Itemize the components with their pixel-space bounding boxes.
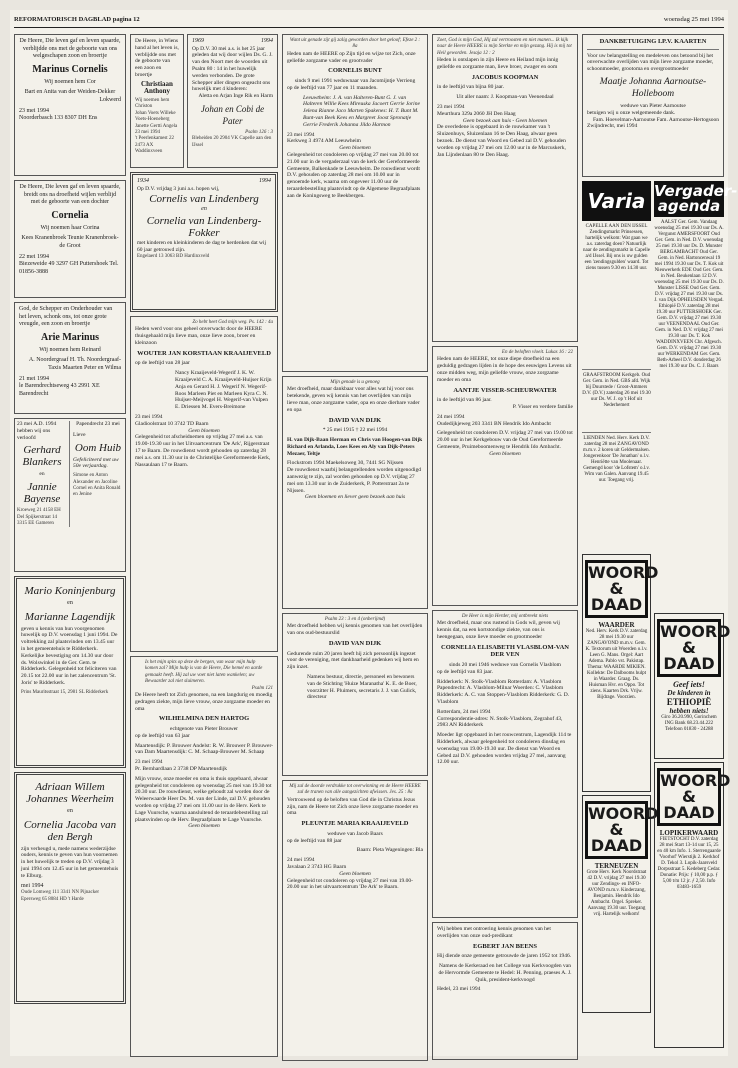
birthday-lieve: Lieve — [73, 431, 86, 438]
column-3 — [282, 34, 428, 1039]
birthday-name: Oom Huib — [74, 441, 122, 454]
obituary-family: Ridderkerk: N. Stolk-Vlasblom Rotterdam: A. Vlasblom Papendrecht: A. Vlasblom-Milnar Woerden: C. Vlasblom Ridderkerk: A. C. van Stoppen-Vlasblom Ridderkerk: G. D. Vlasblom — [437, 678, 570, 705]
wedding-name-2: Marianne Lagendijk — [24, 610, 116, 623]
obituary-address: Correspondentie-adres: N. Stolk-Vlasblom, Zegrahof 43, 2983 AN Ridderkerk — [437, 715, 563, 729]
birth-name: Marinus Cornelis — [32, 63, 108, 75]
header-rule — [14, 27, 724, 28]
obituary-flowers: Geen bloemen — [339, 145, 371, 152]
anniversary-names: Johan en Cobi de Pater — [200, 103, 265, 126]
obituary-name: DAVID VAN DIJK — [328, 416, 382, 424]
anniversary-year-start: 1969 — [192, 38, 204, 44]
obituary-signatures: P. Visser en verdere familie — [512, 403, 573, 410]
birth-notice-christiaan — [130, 34, 184, 168]
anniversary-year-start: 1934 — [137, 178, 149, 184]
woord-daad-logo-line-2: & DAAD — [590, 579, 643, 614]
engagement-name-1: Gerhard Blankers — [22, 444, 62, 469]
ad-text: Grote Herv. Kerk Noordstraat 42 D.V. vrijdag 27 mei 19.30 uur Zendings- en INFO-AVOND m.m.v. Kinderzang, Benjamin. Hendrik Ido Ambacht. Orgel. Spreker. Aanvang 19.30 uur. Toegang vrij. Hartelijk welkom! — [586, 870, 647, 917]
ad-title: LOPIKERWAARD — [659, 829, 719, 837]
obituary-age: op de leeftijd van 83 jaar. — [437, 668, 493, 675]
obituary-date: 24 mei 1994 — [437, 413, 465, 420]
birth-parents: Johan Voets Willeke Voets-Hoeneberg Janette Gertti Angela — [135, 110, 178, 129]
wedding-date: mei 1994 — [21, 882, 44, 889]
thanks-name: Maatje Johanna Aarnoutse-Holleboom — [599, 76, 707, 99]
obituary-name: CORNELIS BUNT — [328, 67, 382, 75]
birth-notice-cornelia — [14, 180, 126, 298]
obituary-name: PLEUNTJE MARIA KRAAIJEVELD — [301, 820, 409, 828]
obituary-text: De overledene is opgebaard in de rouwkamer van 't Sluizenhuys, Sluizenlaan 16 te Den Haag, alwaar geen bezoek. De dienst van Woord en Gebed zal D.V. gehouden worden op vrijdag 27 mei om 12.00 uur in de Marcuskerk, Jan Lijndenlaan 80 te Den Haag. — [437, 124, 566, 158]
birth-intro: God, de Schepper en Onderhouder van het leven, schonk ons, tot onze grote vreugde, een zoon en broertje — [19, 306, 113, 328]
obituary-bunt — [282, 34, 428, 372]
obituary-quote: Zoet, God is mijn God, Hij zal vertroosten en niet manen... Ik kijk naar de Heere HEERE is mijn Sterkte en mijn gezang. Hij is mij tot Heil geworden. Jesaja 12 : 2 — [437, 38, 572, 56]
anniversary-name-2: Cornelia van Lindenberg-Fokker — [146, 214, 262, 239]
woord-daad-logo-line-1: WOORD — [660, 771, 731, 790]
obituary-quote: Psalm 23 : 3 en 4 (onberijmd) — [324, 617, 386, 622]
anniversary-text: Op D.V. 30 mei a.s. is het 25 jaar geleden dat wij door wijlen Ds. G. J. van den Noort met de woorden uit Psalm 80 : 14 in het huwelijk werden verbonden. De grote Schepper aller dingen ongeacht ons huwelijk met 4 kinderen: — [192, 45, 273, 93]
obituary-address: Kerkweg 3 4974 AM Leeuwheim — [287, 138, 361, 145]
wedding-notice-adriaan — [14, 772, 126, 1004]
ad-text: FIETSTOCHT D.V. zaterdag 28 mei Start 13-14 uur 15, 25 en 40 km Info. 1. Sterrengaarde 'Voorhof' Wierstijk 2. Kerkhof D. Tekol 3. Lopik-Jaarsveld Dorpsstraat 5. Kedeberg Cedar. Donatie: Prijs: ƒ 10,00 p.p. ƒ 5,00 t/m 12 jr. ƒ 2,50. Info 03483-1659 — [657, 837, 721, 890]
ad-line-2: De kinderen in — [667, 689, 711, 697]
ad-line-1: Geef iets! — [673, 680, 705, 689]
obituary-intro: Met droefheid hebben wij kennis genomen van het overlijden van ons oud-bestuurslid — [287, 623, 423, 637]
birth-intro: De Heere, Die leven gaf en leven spaarde, breidt ons na droefheid wijlen verblijd met de geboorte van een dochter — [19, 184, 121, 206]
obituary-van-dijk-board — [282, 613, 428, 776]
obituary-date: Rotterdam, 24 mei 1994 — [437, 708, 491, 715]
obituary-date: 23 mei 1994 — [135, 759, 163, 766]
obituary-address: Flockstrom 1994 Maekelsoweg 30, 7441 SG Nijssen — [287, 460, 404, 467]
birthday-title: Papendrecht 23 mei — [76, 421, 120, 427]
obituary-family: Nancy Kraaijeveld-Wegerif J. K. W. Kraaijeveld C. A. Kraaijeveld-Huijser Krijn Anja en Gerard H. J. Wegerif N. Wegerif-Roos Marleen Piet en Marleen Kyra C. N. Huijser-Meijvogel H. Wegerif-van Vulpen E. Driessen M. Evers-Breimone — [175, 370, 272, 411]
woord-daad-logo-line-1: WOORD — [660, 622, 731, 641]
engagement-en: en — [39, 471, 45, 478]
ad-giro: Giro 36.20.990, Gorinchem ING Bank 68.23.44.222 Telefoon 01830 - 24288 — [661, 715, 717, 732]
ad-title: WAARDER — [598, 621, 635, 629]
obituary-age: op de leeftijd van 28 jaar — [135, 360, 190, 367]
obituary-koopman — [432, 34, 578, 342]
birth-intro: De Heere, in Wiens hand al het leven is, verblijdde ons met de geboorte van een zoon en broertje — [135, 38, 179, 78]
woord-daad-logo-line-2: & DAAD — [663, 787, 715, 822]
birth-address: Biezeweide 49 3297 GH Puttershoek Tel. 01856-3888 — [19, 261, 119, 275]
obituary-date: 24 mei 1994 — [287, 857, 315, 864]
obituary-family: Maartensdijk: P. Brouwer Andelst: R. W. Brouwer P. Brouwer-van Dam Maartensdijk: C. M. Schaap-Brouwer M. Schaap — [135, 742, 273, 756]
obituary-name: WILHELMINA DEN HARTOG — [158, 715, 250, 723]
obituary-sub: echtgenote van Pieter Brouwer — [170, 726, 238, 733]
anniversary-notice-de-pater — [187, 34, 278, 168]
birth-name: Christiaan Anthony — [141, 79, 173, 96]
notice-intro: Wij hebben met ontroering kennis genomen van het overlijden van onze oud-predikant — [437, 926, 551, 939]
obituary-text: Gedurende ruim 20 jaren heeft hij zich persoonlijk ingezet voor de vereniging, met dankbaarheid gedenken wij hem en zijn inzet. — [287, 650, 419, 671]
thanks-place: Zwijndrecht, mei 1994 — [587, 123, 638, 130]
birth-nickname: Wij noemen hem Christon — [135, 97, 170, 110]
woord-daad-logo-line-1: WOORD — [588, 804, 659, 823]
birth-notice-marinus — [14, 34, 126, 176]
column-1 — [14, 34, 126, 1039]
obituary-flowers: Geen bloemen — [188, 823, 220, 830]
anniversary-children: Aletta en Arjan Inge Rik en Harm — [198, 93, 273, 100]
thanks-line: betuigen wij u onze welgemeende dank. — [587, 109, 676, 116]
obituary-intro: De Heere heeft tot Zich genomen, na een langdurig en moedig gedragen ziekte, mijn lieve vrouw, onze zorgzame moeder en oma — [135, 692, 273, 712]
obituary-name: WOUTER JAN KORSTIAAN KRAAIJEVELD — [137, 349, 271, 357]
varia-logo: Varia — [582, 181, 651, 221]
obituary-flowers: Geen bloemen — [188, 427, 220, 434]
obituary-den-hartog — [130, 656, 278, 1057]
birth-address: 't Peerlenkamest 22 2473 AX Waddinxveen — [135, 136, 174, 155]
obituary-baars — [282, 780, 428, 1061]
ad-line-3: ETHIOPIË — [666, 697, 712, 707]
wedding-notice-mario — [14, 576, 126, 768]
obituary-age: op de leeftijd van 88 jaar — [287, 837, 342, 844]
obituary-flowers: Geen bloemen en liever geen bezoek aan huis — [304, 494, 406, 501]
obituary-address: Gladioolstraat 10 3742 TD Baarn — [135, 420, 209, 427]
obituary-text: Moeder ligt opgebaard in het rouwcentrum, Lagendijk 114 te Ridderkerk, alwaar gelegenheid tot condoleren dinsdag en woensdag van 19.00-19.30 uur. De dienst van Woord en Gebed zal D.V. gehouden worden vrijdag 27 mei, aanvang 12.00 uur. — [437, 732, 572, 766]
vergader-agenda-column — [654, 181, 738, 1043]
wedding-text: zijn verheugd u, mede namens wederzijdse ouders, kennis te geven van hun voornemen in het huwelijk te treden op D.V. vrijdag 3 juni 1994 om 12.45 uur in het gemeentehuis te Elburg. — [21, 845, 119, 879]
obituary-intro: Heden is ontslapen in zijn Heere en Heiland mijn innig geliefde en zorgzame man, lieve broer, zwager en oom — [437, 57, 559, 71]
woord-daad-ad-waarder — [582, 554, 659, 792]
column-4 — [432, 34, 578, 1039]
woord-daad-logo-line-1: WOORD — [588, 563, 659, 582]
engagement-name-2: Jannie Bayense — [23, 481, 61, 506]
thank-you-notice — [582, 34, 724, 177]
obituary-intro: Heden werd voor ons geheel onverwacht door de HEERE thuisgehaald mijn lieve man, onze lieve zoon, broer en kleinzoon — [135, 326, 263, 346]
thanks-text: Voor uw belangstelling en medeleven ons betoond bij het onverwachte overlijden van mijn lieve zorgzame moeder, schoonmoeder, grootoma en overgrootmoeder — [587, 52, 714, 73]
wedding-text: geven u kennis van hun voorgenomen huwelijk op D.V. woensdag 1 juni 1994. De voltrekking zal plaatsvinden om 13.45 uur in het gemeentehuis te Ridderkerk. Kerkelijke bevestiging om 14.30 uur door ds. Wolswinkel in de Ger. Gem. te Ridderkerk. Gelegenheid tot feliciteren van 20.15 tot 22.00 uur in het zalencentrum 'St. Joris' te Ridderkerk. — [21, 625, 118, 686]
obituary-flowers: Geen bloemen — [489, 450, 521, 457]
anniversary-intro: Op D.V. vrijdag 3 juni a.s. hopen wij, — [137, 185, 220, 192]
obituary-address: Oudedijkjeweg 203 3341 BN Hendrik Ido Ambacht — [437, 420, 551, 427]
birth-parents: Kees Kranenbroek Teunie Kranenbroek-de Groot — [21, 235, 119, 249]
obituary-poem-ref: Psalm 121 — [251, 685, 273, 691]
varia-item-capelle: CAPELLE AAN DEN IJSSEL Zendingsmarkt Prinsessen, hartelijk welkom: Wat gaan we a.s. zaterdag doen? Natuurlijk naar de zendingsmarkt in Capelle a/d IJssel. Bij ons is uw gulden een 'zendingsgulden' waard. Tot ziens tussen 9.30 en 14.30 uur. — [583, 224, 650, 271]
birth-date: 22 mei 1994 — [19, 253, 49, 260]
agenda-listings: AALST Ger. Gem. Vandaag woensdag 25 mei 19.30 uur Ds. A. Vergunst AMERSFOORT Oud Ger. Gem. in Ned. D.V. woensdag 25 mei 19.30 uur Ds. D. Munster BERGAMBACHT Oud Ger. Gem. in Ned. Hartoncenwal 19 mei 1994 19.30 uur Ds. T. Kok uit Nieuwerkerk EDE Oud Ger. Gem. in Ned. Beukenlaan 12 D.V. woensdag 25 mei 19.30 uur Ds. D. Munster LISSE Oud Ger. Gem. D.V. vrijdag 27 mei 19.30 uur Ds. J. van Dijk OPHEUSDEN Vergad. Ethiopië D.V. zaterdag 28 mei 19.30 uur PUTTERSHOEK Ger. Gem. D.V. vrijdag 27 mei 19.30 uur VEENENDAAL Oud Ger. Gem. in Ned. D.V. vrijdag 27 mei 19.30 uur Ds. T. Kok WADDINXVEEN Chr. Afgesch. Gem. D.V. vrijdag 27 mei 19.30 uur WERKENDAM Ger. Gem. Beth-Arbeel D.V. donderdag 26 mei 19.30 uur Ds. C. J. Baars — [654, 220, 724, 369]
notice-date: Hedel, 23 mei 1994 — [437, 986, 481, 993]
wedding-address: Oude Lomweg 111 3341 NN Pijnacker Epersweg 65 8084 HD 't Harde — [21, 890, 100, 902]
obituary-family: Uit aller naam: J. Koopman-van Veenendaal — [456, 94, 554, 101]
birth-date: 23 mei 1994 — [135, 130, 160, 135]
obituary-intro: Met droefheid, maar ons rustend in Gods wil, geven wij kennis dat, na een kortstondige ziekte, van ons is heengegaan, onze lieve moeder en grootmoeder — [437, 620, 560, 640]
anniversary-notice-lindenberg — [130, 172, 278, 312]
wedding-name-1: Mario Koninjenburg — [24, 585, 116, 597]
obituary-quote: Zo hebt heet God mijn weg. Ps. 142 : 4a — [192, 320, 273, 325]
obituary-text: Gelegenheid tot afscheidnemen op vrijdag 27 mei a.s. van 19.00-19.30 uur in het Uitvaartcentrum 'De Ark', Rijgerstraat 17 te Baarn. De rouwdienst wordt gehouden op zaterdag 28 mei a.s. om 11.30 uur in de Christelijke Gereformeerde Kerk, Nassaulaan 17 te Baarn. — [135, 434, 271, 468]
obituary-quote: Want uit genade zijt gij zalig geworden door het geloof; Efeze 2 : 8a — [289, 38, 421, 50]
obituary-name: AANTJE VISSER-SCHEURWATER — [453, 386, 557, 394]
birth-nickname: Wij noemen hem Cor — [44, 78, 96, 85]
birth-address: le Barendrechtseweg 43 2991 XE Barendrecht — [19, 383, 100, 397]
anniversary-year-end: 1994 — [261, 38, 273, 44]
obituary-age: op de leeftijd van 77 jaar en 11 maanden. — [287, 84, 378, 91]
obituary-date: 23 mei 1994 — [287, 131, 315, 138]
obituary-intro: Heden nam de HEERE, tot onze diepe droefheid na een geduldig gedragen lijden in de hope des eeuwigen Levens uit onze midden weg, mijn geliefde vrouw, onze zorgzame moeder en oma — [437, 356, 572, 383]
ad-line-4: hebben niets! — [669, 707, 709, 715]
obituary-quote: En de beloften vloeit. Lukas 16 : 22 — [501, 350, 573, 355]
birth-name: Cornelia — [51, 209, 89, 221]
obituary-flowers: Geen bloemen — [339, 870, 371, 877]
obituary-name: DAVID VAN DIJK — [328, 640, 382, 647]
header-date: woensdag 25 mei 1994 — [663, 15, 724, 23]
wedding-name-2: Cornelia Jacoba van den Bergh — [23, 818, 117, 843]
varia-item-lienden: LIENDEN Ned. Herv. Kerk D.V. zaterdag 28 mei ZANGAVOND m.m.v. 2 koren uit Geldermalsen. Jongerenkoor 'De Jonathan' o.l.v. Henriëtte van Moolenaar. Gemengd koor 'de Lofstem' o.l.v. Wim van Galen. Aanvang 19.45 uur. Toegang vrij. — [583, 436, 650, 483]
obituary-vlasblom — [432, 610, 578, 918]
ad-text: Ned. Herv. Kerk D.V. zaterdag 28 mei 19.30 uur ZANGAVOND m.m.v. Gem. K. Textorum uit Woerden o.l.v. Leen G. Mans. Orgel: Aart Adema. Pablo vst. Pakistap. Thema: WAARDE MIKIEN. Kollekte: De Dalbooms hulpt in Waarder. Graag. Ds. Huisman Hvr. en Oppo. Tot ziens. Kaarten Drk. Vrijw. Bijdrage. Voorzien. — [585, 629, 648, 700]
obituary-flowers: Geen bezoek aan huis - Geen bloemen — [462, 117, 548, 124]
wedding-name-1: Adriaan Willem Johannes Weerheim — [26, 781, 114, 805]
obituary-sub: weduwe van Jacob Baars — [327, 830, 383, 837]
thanks-signatures: Fam. Hoevelman-Aarnoutse Fam. Aarnoutse-Hertogsoon — [592, 116, 719, 123]
engagement-address: Kroeweg 21 4158 EH Del Spijkerstraat 14 3315 EE Gameren — [17, 508, 61, 526]
woord-daad-logo-line-2: & DAAD — [663, 638, 715, 673]
birthday-note: Gefeliciteerd met uw 50e verjaardag. — [73, 456, 119, 470]
woord-daad-ad-ethiopie — [654, 613, 731, 759]
notice-beens — [432, 922, 578, 1060]
column-2 — [130, 34, 278, 1039]
obituary-age: in de leeftijd van bijna 80 jaar. — [437, 84, 505, 91]
obituary-dates: * 25 mei 1915 † 22 mei 1994 — [322, 427, 388, 434]
obituary-intro: Vertrouwend op de beloften van God die in Christus Jezus zijn, nam de Heere tot Zich onze lieve zorgzame moeder en oma — [287, 796, 419, 817]
obituary-kraaijeveld — [130, 316, 278, 652]
birth-notice-arie — [14, 302, 126, 414]
woord-daad-logo-line-2: & DAAD — [590, 820, 643, 855]
engagement-intro: 23 mei A.D. 1994 hebben wij ons verloofd — [17, 421, 57, 441]
anniversary-name-1: Cornelis van Lindenberg — [149, 193, 259, 206]
birth-nickname: Wij noemen hem Reinard — [39, 346, 101, 353]
column-5 — [582, 34, 738, 1039]
obituary-age: op de leeftijd van 63 jaar — [135, 732, 190, 739]
obituary-date: 23 mei 1994 — [437, 104, 465, 110]
birth-nickname: Wij noemen haar Corina — [40, 224, 100, 231]
obituary-sub: sinds 20 mei 1946 weduwe van Cornelis Vlasblom — [449, 661, 561, 668]
wedding-en: en — [67, 600, 73, 606]
anniversary-address: Bleheiden 20 2904 VK Capelle aan den IJssel — [192, 136, 272, 148]
obituary-date: 23 mei 1994 — [135, 413, 163, 420]
birth-parents: Bart en Anita van der Weiden-Dekker — [24, 89, 116, 96]
obituary-signatures: Namens bestuur, directie, personeel en bewoners van de Stichting 'Huize Maranatha' K. E. de Boer, voorzitter H. Pluimers, secretaris J. J. van Gulick, directeur — [307, 673, 417, 701]
obituary-text: De rouwdienst waarbij belangstellenden worden uitgenodigd aanwezig te zijn, zal worden gehouden op D.V. vrijdag 27 mei om 13.30 uur in de Zuiderkerk, P. Potterstraat 2a te Nijssen. — [287, 467, 421, 494]
obituary-quote: De Heer is mijn Herder, mij ontbreekt niets — [461, 614, 549, 619]
obituary-address: Meurthura 329a 2060 JH Den Haag — [437, 110, 516, 117]
wedding-address: Prins Mauritsstraat 15, 2981 SL Ridderkerk — [21, 689, 109, 695]
notice-name: EGBERT JAN BEENS — [473, 942, 537, 950]
obituary-intro: Heden nam de HEERE op Zijn tijd en wijze tot Zich, onze geliefde zorgzame vader en grootvader — [287, 50, 416, 64]
obituary-quote: Mij zal de doorde verdrukke tot overwinning en de Heere HEERE zal de tranen van alle aangezichten afwissen. Jes. 25 : 8a — [289, 784, 421, 796]
anniversary-address: Engelaerd 13 3063 BD Hardinxveld — [137, 253, 210, 259]
obituary-poem: Is het mijn spits op deze de bergen, van waar mijn hulp komen zal? Mijn hulp is van de Heere, Die hemel en aarde gemaakt heeft. Hij zal uw voet niet laten wankelen; uw Bewaarder zal niet sluimeren. — [145, 660, 263, 685]
obituary-visser — [432, 346, 578, 606]
anniversary-psalm: Psalm 126 : 3 — [245, 129, 273, 135]
obituary-text: Mijn vrouw, onze moeder en oma is thuis opgebaard, alwaar gelegenheid tot condoleren op woensdag 25 mei van 19.30 tot 20.30 uur. De rouwdienst, welke gehoudt zal worden door de Weleerwaarde Heer Ds. M. van der Linde, zal D.V. gehouden worden op vrijdag 27 mei om 11.00 uur in de Herv. Kerk te Lage Vuursche, waarna aansluitend de teraardebestelling zal plaatsvinden op de Herv. Begraafplaats te Lage Vuursche. — [135, 775, 272, 823]
obituary-van-dijk — [282, 376, 428, 609]
thanks-title: DANKBETUIGING I.P.V. KAARTEN — [599, 38, 707, 45]
woord-daad-ad-terneuzen — [582, 795, 659, 1013]
birth-name: Arie Marinus — [40, 331, 100, 343]
obituary-address: Javalaan 2 3743 HG Baarn — [287, 863, 347, 870]
obituary-text: Gelegenheid tot condoleren op vrijdag 27 mei van 19.00-20.00 uur in het uitvaartcentrum 'De Ark' te Baarn. — [287, 877, 414, 891]
anniversary-year-end: 1994 — [259, 178, 271, 184]
obituary-text: Gelegenheid tot condoleren op vrijdag 27 mei van 20.00 tot 21.00 uur in de vergaderzaal van de kerk der Gereformeerde Gemeente, Balkenkade te Leeuwheim. De rouwdienst wordt D.V. gehouden op zaterdag 28 mei om 10.00 uur in genoemde kerk, waarna om ongeveer 11.00 uur de teraardebestelling plaatsvindt op de Algemene Begraafplaats aan de Koningsweg te Beekbergen. — [287, 151, 421, 199]
obituary-quote: Mijn genade is u genoeg — [330, 380, 380, 385]
birth-date: 21 mei 1994 — [19, 375, 49, 382]
obituary-text: Gelegenheid tot condoleren D.V. vrijdag 27 mei van 19.00 tot 20.00 uur in het Kerkgebouw van de Oud Gereformeerde Gemeente, Pruimeboomenweg te Hendrik Ido Ambacht. — [437, 430, 573, 450]
obituary-family: H. van Dijk-Baan Herman en Chris van Hoogen-van Dijk Richard en Arlanda, Loes Kees en Aly van Dijk-Peters Mezaer, Teltje — [287, 436, 423, 457]
obituary-age: in de leeftijd van 86 jaar. — [437, 397, 492, 404]
obituary-name: CORNELIA ELISABETH VLASBLOM-VAN DER VEN — [441, 643, 569, 659]
header-paper-name: REFORMATORISCH DAGBLAD pagina 12 — [14, 15, 140, 23]
newspaper-page — [10, 10, 738, 1056]
obituary-sub: sinds 9 mei 1991 weduwnaar van Jacomijntje Verrieng — [294, 78, 416, 84]
birth-intro: De Heere, Die leven gaf en leven spaarde, verblijdde ons met de geboorte van ons welgeschapen zoon en broertje — [19, 38, 121, 60]
vergader-agenda-logo: Vergader-agenda — [654, 182, 738, 215]
page-header — [14, 12, 724, 26]
obituary-family: Baarn: Pieta Wageningen: Bla — [356, 847, 423, 854]
ad-title: TERNEUZEN — [594, 862, 639, 870]
birth-sibling: Lokwerd — [99, 96, 121, 103]
obituary-intro: Met droefheid, maar dankbaar voor alles wat hij voor ons betekende, geven wij kennis van het overlijden van mijn lieve man, onze zorgzame vader, opa en onze dierbare vader en opa — [287, 386, 420, 413]
birthday-signatures: Simone en Anton Alexander en Jacoline Cornel en Anita Ronald en Jenine — [73, 473, 121, 498]
birth-family: A. Noordergraaf H. Th. Noordergraaf-Taxis Maarten Peter en Wilma — [28, 357, 121, 371]
notice-text: Hij diende onze gemeente getrouwde de jaren 1952 tot 1946. — [437, 953, 572, 960]
birth-date: 23 mei 1994 — [19, 107, 49, 114]
varia-column — [582, 181, 659, 1043]
woord-daad-ad-lopikerwaard — [654, 762, 731, 1048]
obituary-family: Leeuwtheim: J. A. van Halteren-Bunt G. J. van Halteren Willie Kees Mireuska Jacoert Gerrie Jorine Jelena Rianne Jaco Marten Spakenes: H. T. Bunt M. Bunt-van Beek Kees en Margreet Joost Spronatje Gerrie Frederik Johanna Jildo Harmon — [303, 94, 420, 128]
obituary-address: Pr. Bernhardlaan 2 3738 DP Maartensdijk — [135, 766, 228, 772]
anniversary-en: en — [201, 206, 207, 213]
anniversary-text: met kinderen en kleinkinderen de dag te herdenken dat wij 60 jaar getrouwd zijn. — [137, 239, 267, 253]
engagement-and-birthday — [14, 418, 126, 572]
thanks-sub: weduwe van Pieter Aarnoutse — [620, 102, 686, 109]
notice-signatures: Namens de Kerkeraad en het College van Kerkvoogden van de Hervormde Gemeente te Hedel: H. Penning, praeses A. J. Quik, president-kerkvoogd — [438, 962, 572, 983]
wedding-en: en — [67, 808, 73, 814]
obituary-name: JACOBUS KOOPMAN — [471, 73, 539, 81]
birth-address: Noorderbasch 133 8307 DH Ens — [19, 115, 98, 122]
varia-item-graafstroom: GRAAFSTROOM Kerkgeb. Oud Ger. Gem. in Ned. GBS afd. Wijk bij Duurstede / Groot-Ammers D.V. (D.V.) zaterdag 26 mei 19.30 uur Ds. W. J. op 't Hof uit Nederhemert — [582, 373, 651, 408]
